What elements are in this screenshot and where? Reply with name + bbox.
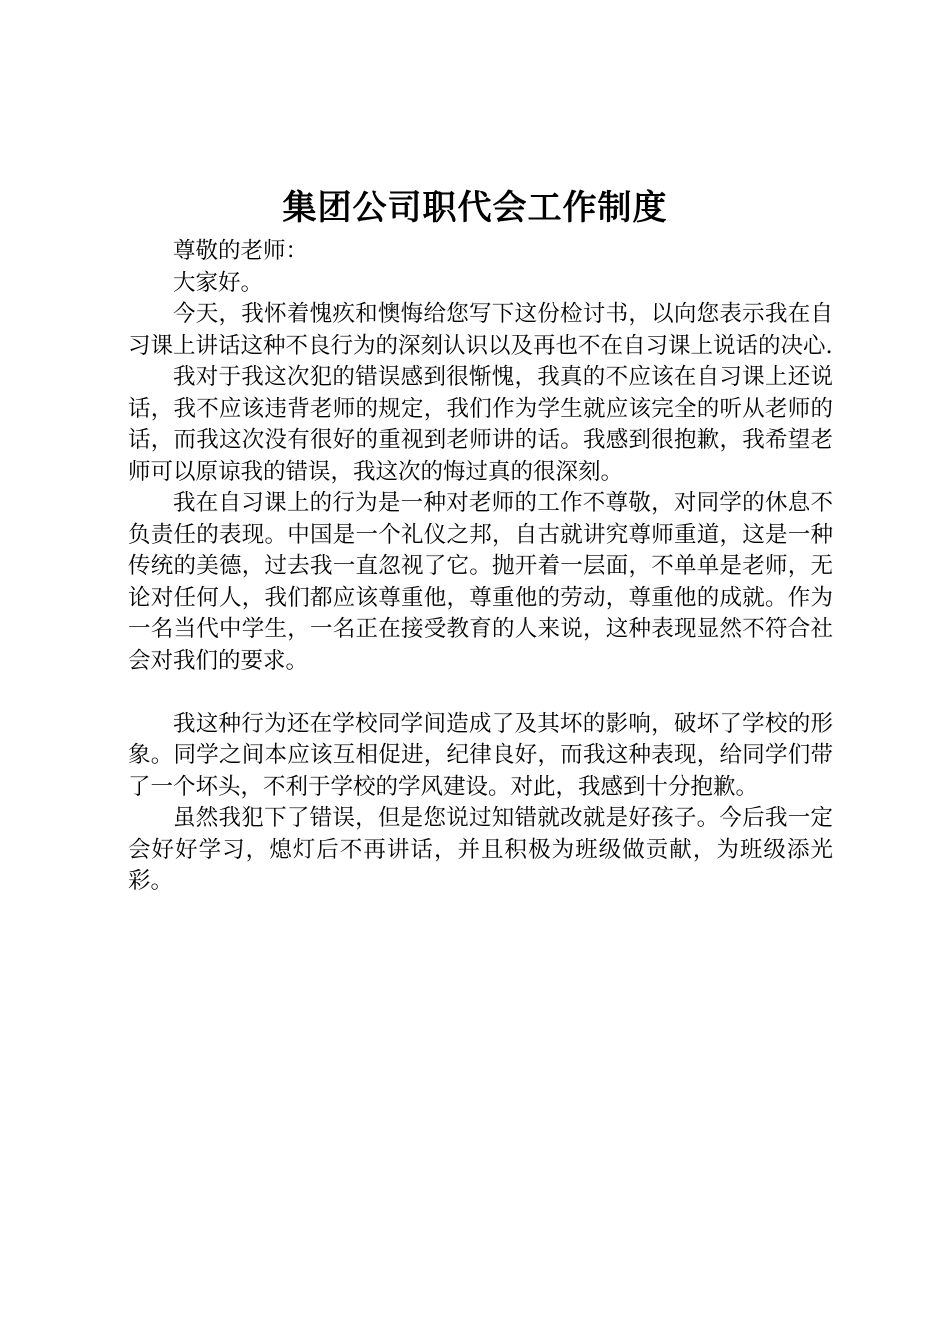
document-title: 集团公司职代会工作制度	[282, 188, 668, 228]
paragraph-1: 今天，我怀着愧疚和懊悔给您写下这份检讨书，以向您表示我在自习课上讲话这种不良行为的深刻认识以及再也不在自习课上说话的决心.	[128, 301, 833, 359]
salutation: 尊敬的老师：	[173, 238, 309, 264]
paragraph-3: 我在自习课上的行为是一种对老师的工作不尊敬，对同学的休息不负责任的表现。中国是一个礼仪之邦，自古就讲究尊师重道，这是一种传统的美德，过去我一直忽视了它。抛开着一层面，不单单是老师，无论对任何人，我们都应该尊重他，尊重他的劳动，尊重他的成就。作为一名当代中学生，一名正在接受教育的人来说，这种表现显然不符合社会对我们的要求。	[128, 490, 833, 674]
document-body	[128, 236, 833, 898]
paragraph-5: 虽然我犯下了错误，但是您说过知错就改就是好孩子。今后我一定会好好学习，熄灯后不再讲话，并且积极为班级做贡献，为班级添光彩。	[128, 805, 833, 894]
greeting: 大家好。	[173, 269, 264, 296]
paragraph-4: 我这种行为还在学校同学间造成了及其坏的影响，破坏了学校的形象。同学之间本应该互相促进，纪律良好，而我这种表现，给同学们带了一个坏头，不利于学校的学风建设。对此，我感到十分抱歉。	[128, 710, 833, 800]
paragraph-2: 我对于我这次犯的错误感到很惭愧，我真的不应该在自习课上还说话，我不应该违背老师的规定，我们作为学生就应该完全的听从老师的话，而我这次没有很好的重视到老师讲的话。我感到很抱歉，我希望老师可以原谅我的错误，我这次的悔过真的很深刻。	[128, 364, 833, 485]
